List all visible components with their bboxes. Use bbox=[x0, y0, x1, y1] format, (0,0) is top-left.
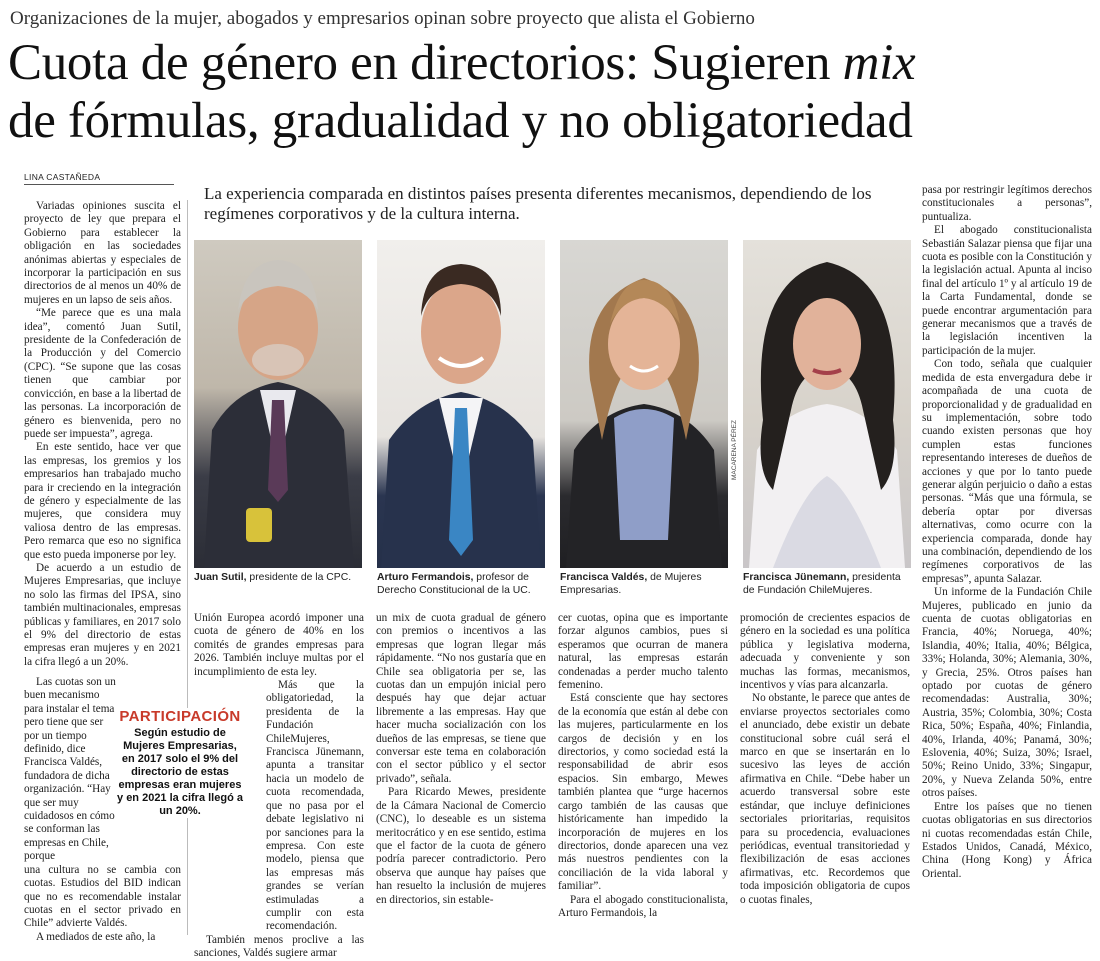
paragraph: No obstante, le parece que antes de enviarse proyectos sectoriales como el anunciado, debe existir un debate constitucional sobre cuál será el marco en que se insertarán en lo sucesivo las leyes de acción afirmativa en Chile. “Debe haber un acuerdo transversal sobre este estándar, que incluye definiciones sectoriales prioritarias, requisitos para su procedencia, evaluaciones periódicas, eventual transitoriedad y flexibilización de esas acciones afirmativas, etc. Recordemos que toda imposición obligatoria de cupos o cuotas finales, bbox=[740, 692, 910, 906]
paragraph: Entre los países que no tienen cuotas obligatorias en sus directorios ni cuotas recomendadas están Chile, Estados Unidos, Canadá, México, China (Hong Kong) y África Oriental. bbox=[922, 800, 1092, 880]
caption-role: de Mujeres Empresarias. bbox=[560, 572, 702, 596]
headline-line-2: de fórmulas, gradualidad y no obligatoriedad bbox=[8, 93, 913, 149]
photo-juan-sutil bbox=[194, 240, 362, 568]
caption-juan-sutil bbox=[194, 572, 366, 585]
headline-italic-word: mix bbox=[842, 35, 916, 91]
paragraph: Está consciente que hay sectores de la economía que están al debe con las mujeres, particularmente en los cargos de decisión y en los directorios, y como sociedad está la responsabilidad de abrir esos espacios. Sin embargo, Mewes también plantea que “urge hacernos cargo también de las causas que históricamente han impedido la incorporación de mujeres en los directorios, donde aparecen una vez más nuestros pendientes con la conciliación de la vida laboral y familiar”. bbox=[558, 692, 728, 893]
photo-credit: MACARENA PÉREZ bbox=[731, 420, 738, 480]
byline-rule bbox=[24, 184, 174, 185]
photo-francisca-valdes bbox=[560, 240, 728, 568]
headline-line-1 bbox=[8, 34, 1098, 92]
headline-line-1-text: Cuota de género en directorios: Sugieren bbox=[8, 35, 831, 91]
paragraph: un mix de cuota gradual de género con premios o incentivos a las empresas que logran llegar más rápidamente. “No nos gustaría que en Chile sea obligatoria per se, las cuotas dan un empujón inicial pero después hay que dejar actuar libremente a las empresas. Hay que hacer mucha socialización con los dueños de las empresas, se tiene que conversar este tema en colaboración con el sector público y el sector privado”, señala. bbox=[376, 612, 546, 785]
paragraph: cer cuotas, opina que es importante forzar algunos cambios, pues si esperamos que ocurran de manera natural, las empresas estarán condenadas a perder mucho talento femenino. bbox=[558, 612, 728, 692]
article-column-4 bbox=[558, 612, 728, 937]
caption-name: Francisca Jünemann, bbox=[743, 572, 850, 583]
paragraph: Un informe de la Fundación Chile Mujeres, publicado en junio da cuenta de cuotas obligatorias en Francia, 40%; Noruega, 40%; Islandia, 40%; Italia, 40%; Bélgica, 33%; Holanda, 30%; Alemania, 30%, y Grecia, 25%. Otros países han optado por cuotas de género recomendadas: Australia, 30%; Austria, 35%; Colombia, 30%; Costa Rica, 50%; España, 40%; Finlandia, 40%, Irlanda, 40%; Panamá, 30%; Eslovenia, 40%; Suiza, 30%; Israel, 50%; Reino Unido, 33%; Singapur, 20%, y Nueva Zelanda 50%, entre otros países. bbox=[922, 586, 1092, 800]
article-column-6 bbox=[922, 184, 1092, 936]
caption-name: Arturo Fermandois, bbox=[377, 572, 474, 583]
paragraph: Unión Europea acordó imponer una cuota de género de 40% en los comités de grandes empresas para 2026. También incluye multas por el incumplimiento de esta ley. bbox=[194, 612, 364, 678]
caption-name: Francisca Valdés, bbox=[560, 572, 648, 583]
paragraph: una cultura no se cambia con cuotas. Estudios del BID indican que no es recomendable instalar cuotas en el sector privado en Chile” advierte Valdés. bbox=[24, 863, 181, 930]
caption-arturo-fermandois bbox=[377, 572, 549, 597]
paragraph: Con todo, señala que cualquier medida de esta envergadura debe ir acompañada de una cuota de proporcionalidad y de gradualidad en su implementación, sobre todo cuando existen personas que hoy cumplen estas funciones representando intereses de dueños de acciones y que por lo tanto puede generar algún perjuicio o daño a estas personas. “Más que una fórmula, se debería optar por diversas alternativas, como ocurre con la experiencia comparada, donde hay una combinación, dependiendo de los regímenes corporativos de las empresas”, apunta Salazar. bbox=[922, 358, 1092, 585]
article-column-3 bbox=[376, 612, 546, 937]
paragraph: También menos proclive a las sanciones, Valdés sugiere armar bbox=[194, 933, 364, 960]
photo-arturo-fermandois bbox=[377, 240, 545, 568]
paragraph: promoción de crecientes espacios de género en la sociedad es una política pública y legislativa moderna, adecuada y conveniente y son muchas las formas, mecanismos, incentivos y vías para alcanzarla. bbox=[740, 612, 910, 692]
box-body: Según estudio de Mujeres Empresarias, en 2017 solo el 9% del directorio de estas empresas eran mujeres y en 2021 la cifra llegó a un 20%. bbox=[117, 727, 243, 817]
article-column-5 bbox=[740, 612, 910, 937]
column-divider bbox=[187, 200, 188, 935]
headline bbox=[8, 34, 1098, 150]
caption-francisca-junemann bbox=[743, 572, 915, 597]
deck: La experiencia comparada en distintos países presenta diferentes mecanismos, dependiendo de los regímenes corporativos y de la cultura interna. bbox=[204, 184, 872, 223]
caption-role: presidenta de Fundación ChileMujeres. bbox=[743, 572, 901, 596]
paragraph: En este sentido, hace ver que las empresas, los gremios y los empresarios han trabajado mucho para ir creciendo en la integración de género y especialmente de las mujeres, que considera muy valiosa dentro de las empresas. Pero remarca que eso no significa que esto pueda imponerse por ley. bbox=[24, 441, 181, 561]
paragraph: De acuerdo a un estudio de Mujeres Empresarias, que incluye no solo las firmas del IPSA, sino también multinacionales, empresas públicas y familiares, en 2017 solo el 9% del directorio de estas empresas eran mujeres y en 2021 la cifra llegó a un 20%. bbox=[24, 561, 181, 668]
paragraph: Para Ricardo Mewes, presidente de la Cámara Nacional de Comercio (CNC), lo deseable es un sistema meritocrático y en ese sentido, estima que el factor de la cuota de género podría parecer contradictorio. Pero observa que aunque hay países que han resuelto la inclusión de mujeres en directorios, sin estable- bbox=[376, 786, 546, 906]
paragraph: A mediados de este año, la bbox=[36, 930, 156, 943]
box-title: PARTICIPACIÓN bbox=[119, 708, 241, 725]
paragraph: Variadas opiniones suscita el proyecto de ley que prepara el Gobierno para establecer la obligación en las sociedades anónimas abiertas y especiales de incorporar la participación en sus directorios de al menos un 40% de mujeres en un lapso de seis años. bbox=[24, 200, 181, 306]
participation-box bbox=[116, 708, 244, 818]
byline: LINA CASTAÑEDA bbox=[24, 172, 101, 182]
caption-role: presidente de la CPC. bbox=[246, 572, 352, 583]
photo-francisca-junemann bbox=[743, 240, 911, 568]
caption-name: Juan Sutil, bbox=[194, 572, 247, 583]
kicker: Organizaciones de la mujer, abogados y empresarios opinan sobre proyecto que alista el Gobierno bbox=[10, 8, 755, 29]
caption-role: profesor de Derecho Constitucional de la UC. bbox=[377, 572, 531, 596]
caption-francisca-valdes bbox=[560, 572, 732, 597]
paragraph: pasa por restringir legítimos derechos constitucionales a personas”, puntualiza. bbox=[922, 184, 1092, 223]
paragraph: “Me parece que es una mala idea”, comentó Juan Sutil, presidente de la Confederación de la Producción y del Comercio (CPC). “Se supone que las cosas tienen que cambiar por convicción, en base a la libertad de las personas. La incorporación de género es bienvenida, pero no puede ser impuesta”, agrega. bbox=[24, 307, 181, 440]
paragraph: Más que la obligatoriedad, la presidenta de la Fundación ChileMujeres, Francisca Jünemann, apunta a transitar hacia un modelo de cuota recomendada, que no pasa por el debate legislativo ni por sanciones para la empresa. Con este modelo, piensa que las empresas más grandes se verían estimuladas a cumplir con esta recomendación. bbox=[266, 679, 364, 933]
paragraph: Para el abogado constitucionalista, Arturo Fermandois, la bbox=[558, 893, 728, 919]
paragraph: Las cuotas son un buen mecanismo para instalar el tema pero tiene que ser por un tiempo definido, dice Francisca Valdés, fundadora de dicha organización. “Hay que ser muy cuidadosos en cómo se conforman las empresas en Chile, porque bbox=[24, 676, 116, 863]
paragraph: El abogado constitucionalista Sebastián Salazar piensa que fijar una cuota es posible con la Constitución y la legislación actual. Apunta al inciso final del artículo 1º y al artículo 19 de la Carta Fundamental, donde se puede encontrar argumentación para generar mecanismos que a través de la legislación incentiven la participación de la mujer. bbox=[922, 224, 1092, 357]
